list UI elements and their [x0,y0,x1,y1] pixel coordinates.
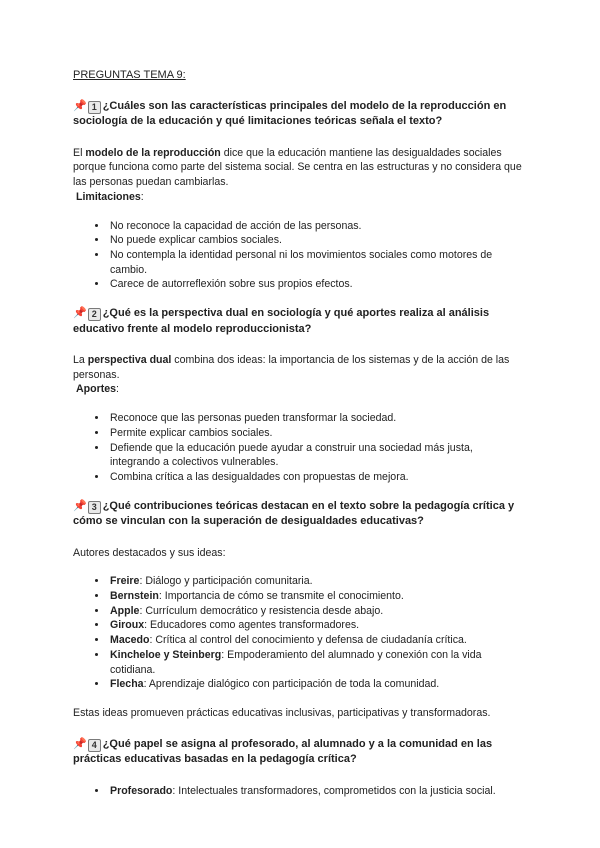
question-3-text: ¿Qué contribuciones teóricas destacan en el texto sobre la pedagogía crítica y cómo se vinculan con la superación de desigualdades educativas? [73,499,515,528]
answer-1-intro [73,146,525,190]
list-item: • No contempla la identidad personal ni los movimientos sociales como motores de cambio. [108,248,525,277]
answer-3-intro: Autores destacados y sus ideas: [73,546,226,559]
question-4-text: ¿Qué papel se asigna al profesorado, al alumnado y a la comunidad en las prácticas educativas basadas en la pedagogía crítica? [73,737,493,766]
answer-1-intro-pre: El [73,146,86,159]
author-idea: : Currículum democrático y resistencia desde abajo. [139,604,384,617]
aportes-label: Aportes: [76,383,119,396]
pushpin-icon: 📌 [73,307,87,320]
roles-list [73,784,525,799]
author-idea: : Importancia de cómo se transmite el conocimiento. [158,590,404,603]
limitaciones-label-text: Limitaciones [76,190,141,203]
author-name: Freire [110,575,140,588]
question-2-text: ¿Qué es la perspectiva dual en sociología y qué aportes realiza al análisis educativo frente al modelo reproduccionista? [73,307,490,335]
author-name: Giroux [110,619,145,632]
list-item [108,648,525,677]
page-title: PREGUNTAS TEMA 9: [73,69,186,81]
answer-1-intro-post: dice que la educación mantiene las desigualdades sociales porque funciona como parte del sistema social. Se centra en las estructuras y no considera que las personas puedan cambiarlas. [73,146,522,189]
author-idea: : Aprendizaje dialógico con participación de toda la comunidad. [143,678,440,691]
keycap-number-2: 2 [88,308,101,321]
list-item: • Reconoce que las personas pueden transformar la sociedad. [108,411,525,426]
pushpin-icon: 📌 [73,499,87,512]
list-item [108,784,525,799]
author-idea: : Crítica al control del conocimiento y defensa de ciudadanía crítica. [149,634,467,647]
answer-2-intro-pre: La [73,354,88,367]
answer-2-intro [73,353,525,382]
aportes-list [73,411,525,485]
answer-3-conclusion: Estas ideas promueven prácticas educativas inclusivas, participativas y transformadoras. [73,706,491,719]
answer-1-intro-bold: modelo de la reproducción [85,146,221,159]
author-name: Flecha [110,678,144,691]
answer-2-intro-bold: perspectiva dual [87,354,172,367]
question-1 [73,99,525,130]
list-item [108,633,525,648]
list-item [108,589,525,604]
question-3 [73,499,525,530]
author-name: Macedo [110,634,150,647]
list-item [108,618,525,633]
list-item: • No reconoce la capacidad de acción de las personas. [108,219,525,234]
author-name: Kincheloe y Steinberg [110,648,222,661]
limitaciones-label: Limitaciones: [76,190,144,203]
question-4 [73,737,525,768]
keycap-number-1: 1 [88,101,101,114]
list-item: • Defiende que la educación puede ayudar a construir una sociedad más justa, integrando a colectivos vulnerables. [108,441,525,470]
list-item: • Permite explicar cambios sociales. [108,426,525,441]
author-idea: : Educadores como agentes transformadores. [144,619,360,632]
author-idea: : Empoderamiento del alumnado y conexión con la vida cotidiana. [110,648,482,676]
author-name: Apple [110,604,140,617]
pushpin-icon: 📌 [73,737,87,750]
role-name: Profesorado [110,784,173,797]
list-item: • Carece de autorreflexión sobre sus propios efectos. [108,277,525,292]
authors-list [73,574,525,692]
answer-2-intro-post: combina dos ideas: la importancia de los sistemas y de la acción de las personas. [73,354,510,381]
keycap-number-4: 4 [88,739,101,752]
document-page [73,68,525,812]
author-idea: : Diálogo y participación comunitaria. [139,575,313,588]
keycap-number-3: 3 [88,501,101,514]
list-item: • Combina crítica a las desigualdades con propuestas de mejora. [108,470,525,485]
aportes-label-text: Aportes [76,383,117,396]
list-item [108,677,525,692]
limitaciones-list [73,219,525,293]
author-name: Bernstein [110,590,159,603]
question-2 [73,306,525,337]
list-item [108,604,525,619]
pushpin-icon: 📌 [73,99,87,112]
role-idea: : Intelectuales transformadores, comprometidos con la justicia social. [172,784,496,797]
list-item [108,574,525,589]
question-1-text: ¿Cuáles son las características principales del modelo de la reproducción en sociología de la educación y qué limitaciones teóricas señala el texto? [73,99,507,128]
list-item: • No puede explicar cambios sociales. [108,233,525,248]
